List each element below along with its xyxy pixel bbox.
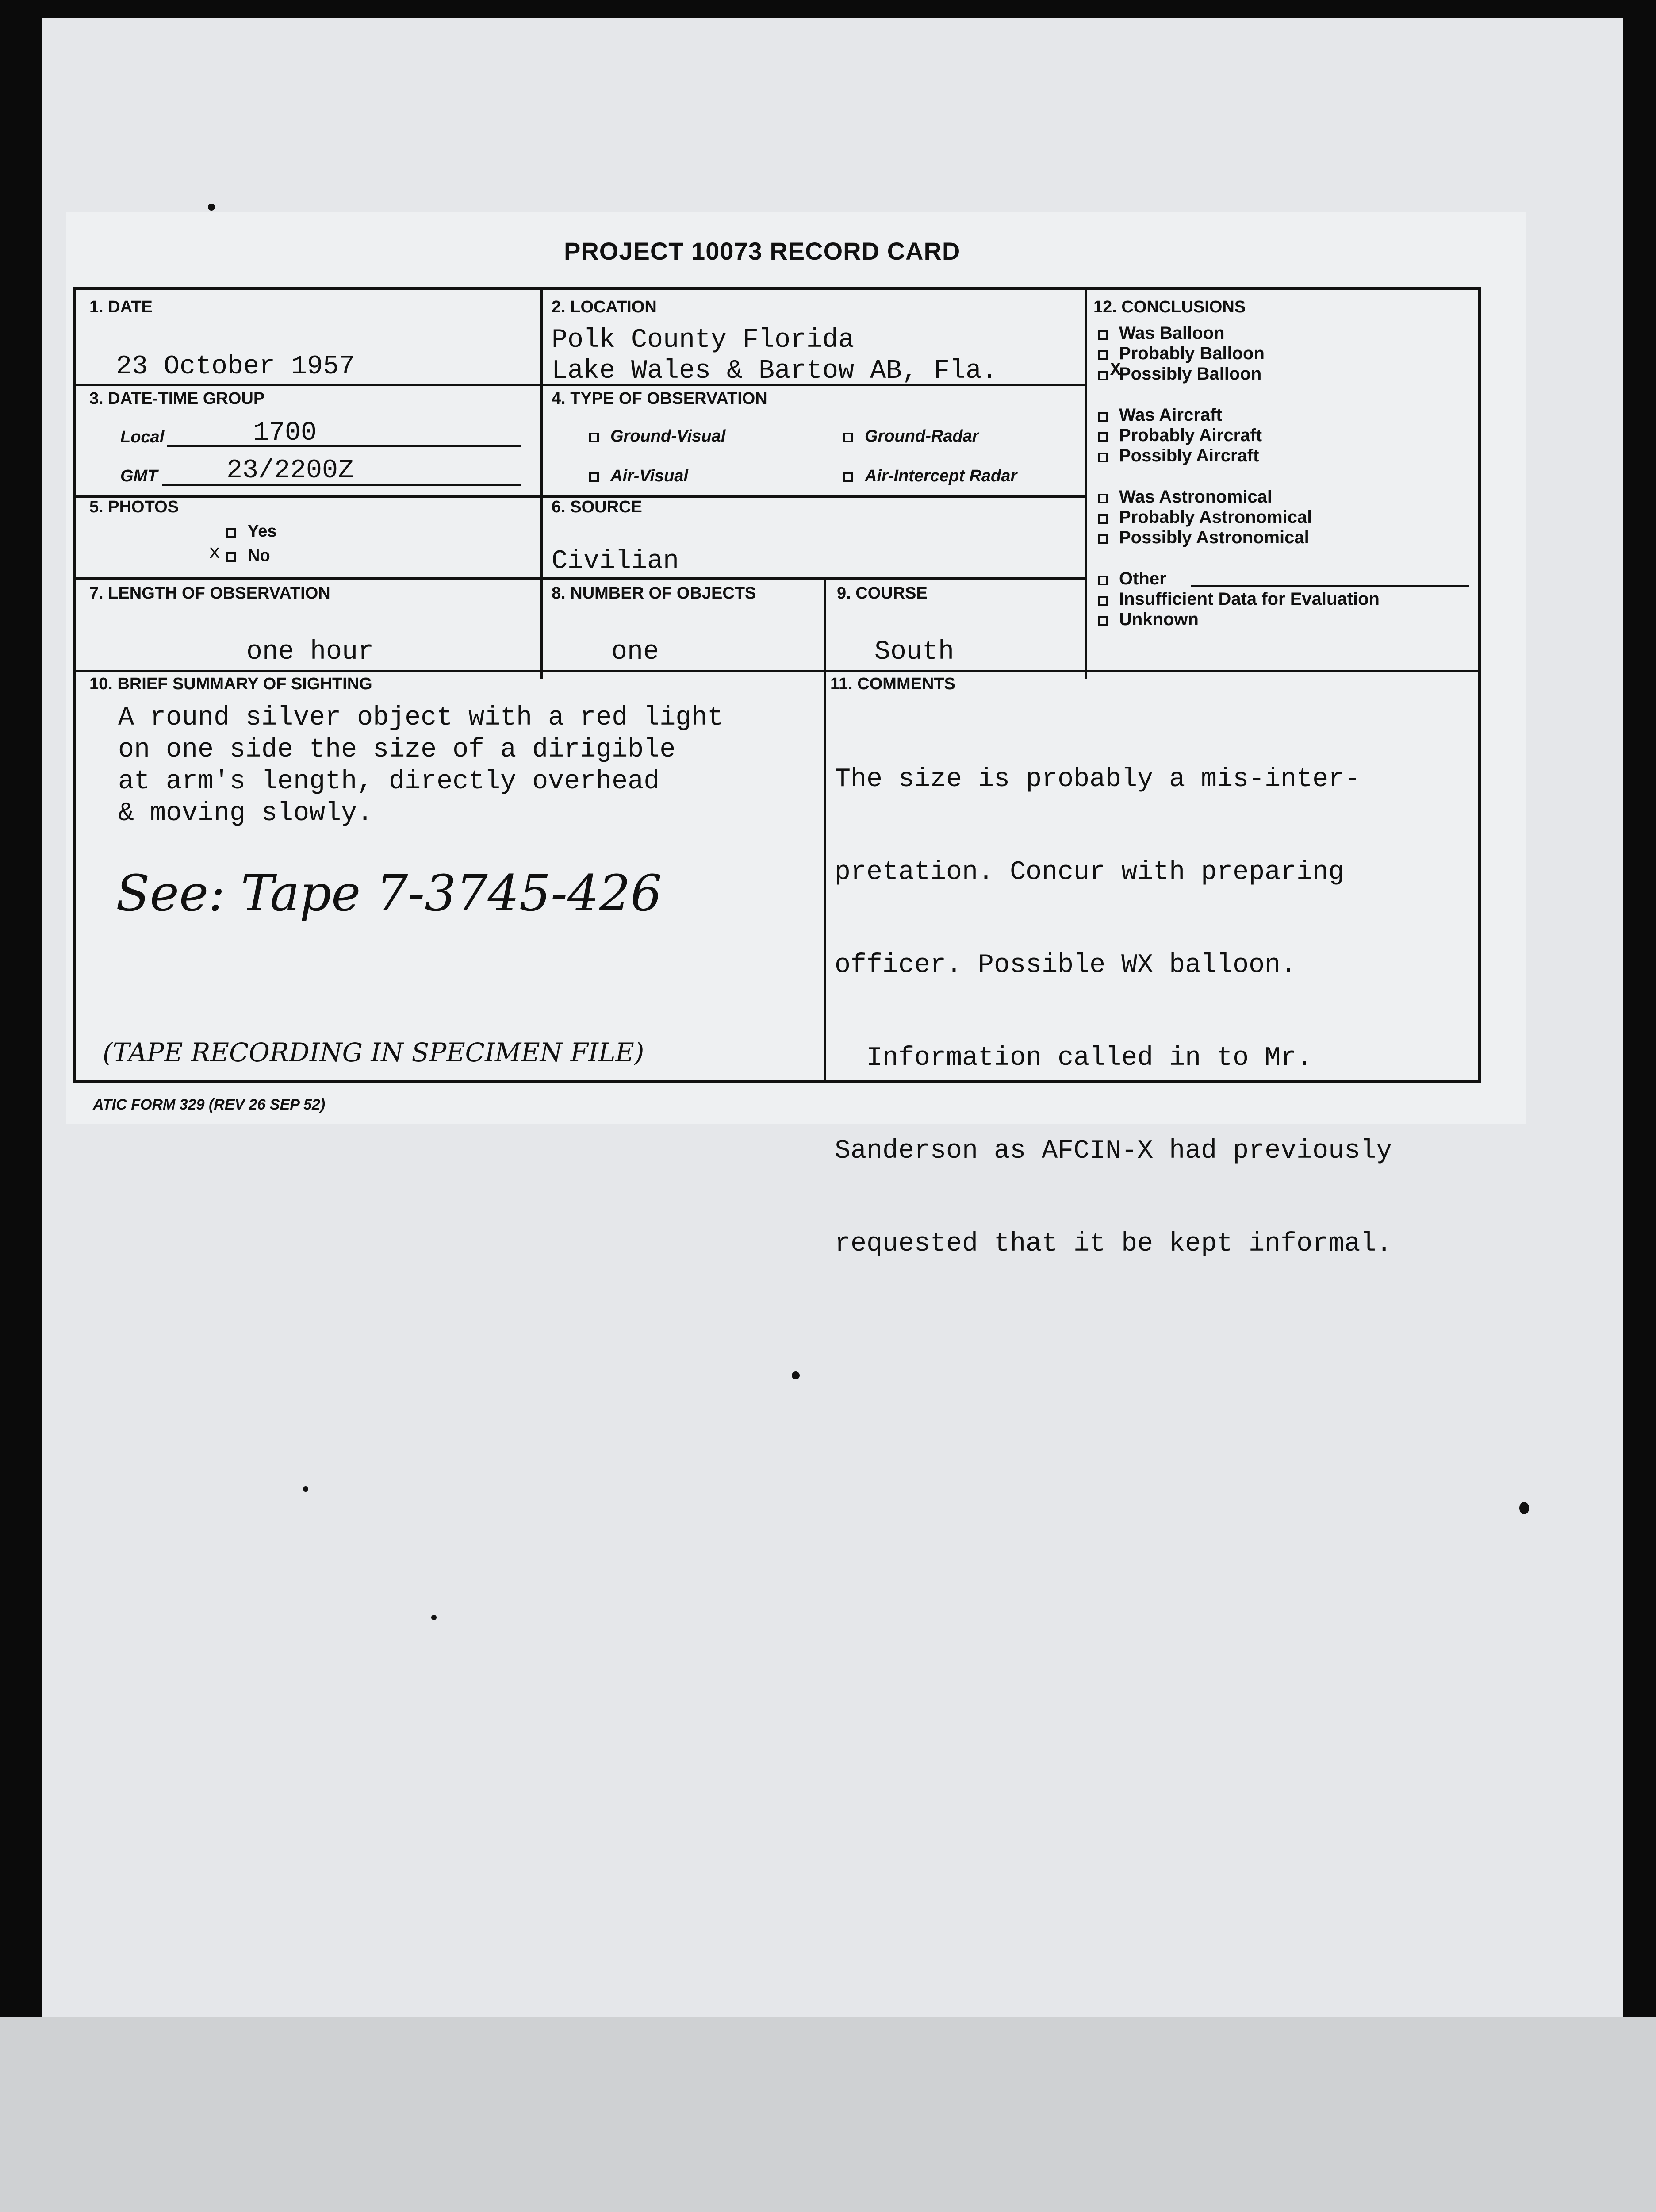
summary-line: at arm's length, directly overhead [118,767,660,797]
comments-line: The size is probably a mis-inter- [835,764,1361,795]
dtg-gmt-label: GMT [120,467,158,485]
summary-line: & moving slowly. [118,799,373,829]
photos-no: No [226,546,270,565]
photos-label: 5. PHOTOS [89,498,179,516]
checked-box-icon [589,472,599,482]
date-value: 23 October 1957 [116,352,355,382]
divider-col1 [540,290,543,679]
source-label: 6. SOURCE [552,498,642,516]
scan-speck [431,1615,437,1620]
dtg-local-label: Local [120,428,165,446]
conclusion-probably-aircraft: Probably Aircraft [1098,425,1262,445]
photos-no-mark: x [209,542,221,564]
checkbox-icon [1098,534,1108,544]
course-value: South [874,637,954,667]
checked-box-icon [226,552,236,562]
num-objects-value: one [611,637,659,667]
scan-speck [208,204,215,211]
obs-type-label: 4. TYPE OF OBSERVATION [552,389,767,408]
lower-page-edge [0,2017,1656,2212]
checkbox-icon [1098,432,1108,442]
comments-line: pretation. Concur with preparing [835,857,1345,887]
scan-speck [303,1486,308,1492]
obs-ground-visual: Ground-Visual [589,427,725,446]
checked-box-icon [1098,371,1108,380]
source-value: Civilian [552,546,679,576]
form-identifier: ATIC FORM 329 (REV 26 SEP 52) [93,1096,326,1113]
divider-col2 [1085,290,1087,679]
conclusion-check-mark: X [1110,361,1121,380]
conclusion-insufficient-data: Insufficient Data for Evaluation [1098,589,1380,609]
checkbox-icon [1098,596,1108,606]
checkbox-icon [843,433,853,442]
conclusion-possibly-balloon: Possibly Balloon [1098,364,1261,384]
obs-air-intercept-radar: Air-Intercept Radar [843,467,1017,486]
conclusion-possibly-astronomical: Possibly Astronomical [1098,527,1309,548]
conclusion-was-astronomical: Was Astronomical [1098,487,1272,507]
comments-line: Information called in to Mr. [835,1043,1313,1073]
photos-yes: Yes [226,522,277,541]
dtg-local-value: 1700 [253,418,317,448]
checkbox-icon [1098,412,1108,422]
date-label: 1. DATE [89,298,153,316]
card-title: PROJECT 10073 RECORD CARD [564,237,961,265]
comments-line: requested that it be kept informal. [835,1229,1392,1259]
conclusion-unknown: Unknown [1098,609,1199,630]
conclusion-other: Other [1098,568,1166,589]
comments-line: Sanderson as AFCIN-X had previously [835,1136,1392,1166]
conclusion-was-aircraft: Was Aircraft [1098,405,1222,425]
obs-ground-radar: Ground-Radar [843,427,979,446]
location-line1: Polk County Florida [552,325,855,355]
scan-speck [1519,1502,1529,1514]
summary-line: on one side the size of a dirigible [118,735,676,765]
length-label: 7. LENGTH OF OBSERVATION [89,584,330,603]
checkbox-icon [226,528,236,538]
dtg-local-line [167,445,521,447]
checkbox-icon [843,472,853,482]
summary-label: 10. BRIEF SUMMARY OF SIGHTING [89,675,372,693]
location-line2: Lake Wales & Bartow AB, Fla. [552,356,998,386]
conclusions-label: 12. CONCLUSIONS [1093,298,1246,316]
checkbox-icon [1098,494,1108,503]
checkbox-icon [1098,514,1108,524]
comments-text [835,702,1392,1321]
divider-row4 [76,670,1478,672]
checkbox-icon [1098,616,1108,626]
summary-text [118,702,723,830]
handwritten-specimen-note: (TAPE RECORDING IN SPECIMEN FILE) [103,1037,644,1068]
dtg-gmt-value: 23/2200Z [226,456,354,486]
checked-box-icon [589,433,599,442]
divider-row3 [76,577,1085,580]
conclusion-probably-astronomical: Probably Astronomical [1098,507,1312,527]
conclusion-was-balloon: Was Balloon [1098,323,1225,343]
comments-line: officer. Possible WX balloon. [835,950,1297,980]
conclusion-possibly-aircraft: Possibly Aircraft [1098,445,1259,466]
length-value: one hour [246,637,374,667]
divider-row1-left [76,384,540,386]
location-label: 2. LOCATION [552,298,657,316]
divider-course [824,577,826,679]
scan-speck [792,1371,800,1379]
checkbox-icon [1098,330,1108,340]
obs-air-visual: Air-Visual [589,467,688,486]
comments-label: 11. COMMENTS [830,675,955,693]
num-objects-label: 8. NUMBER OF OBJECTS [552,584,756,603]
handwritten-tape-reference: See: Tape 7-3745-426 [116,865,662,922]
conclusion-other-line [1191,585,1469,587]
course-label: 9. COURSE [837,584,928,603]
checkbox-icon [1098,576,1108,585]
conclusion-probably-balloon: Probably Balloon [1098,343,1265,364]
summary-line: A round silver object with a red light [118,703,724,733]
checkbox-icon [1098,350,1108,360]
dtg-label: 3. DATE-TIME GROUP [89,389,265,408]
checkbox-icon [1098,453,1108,462]
